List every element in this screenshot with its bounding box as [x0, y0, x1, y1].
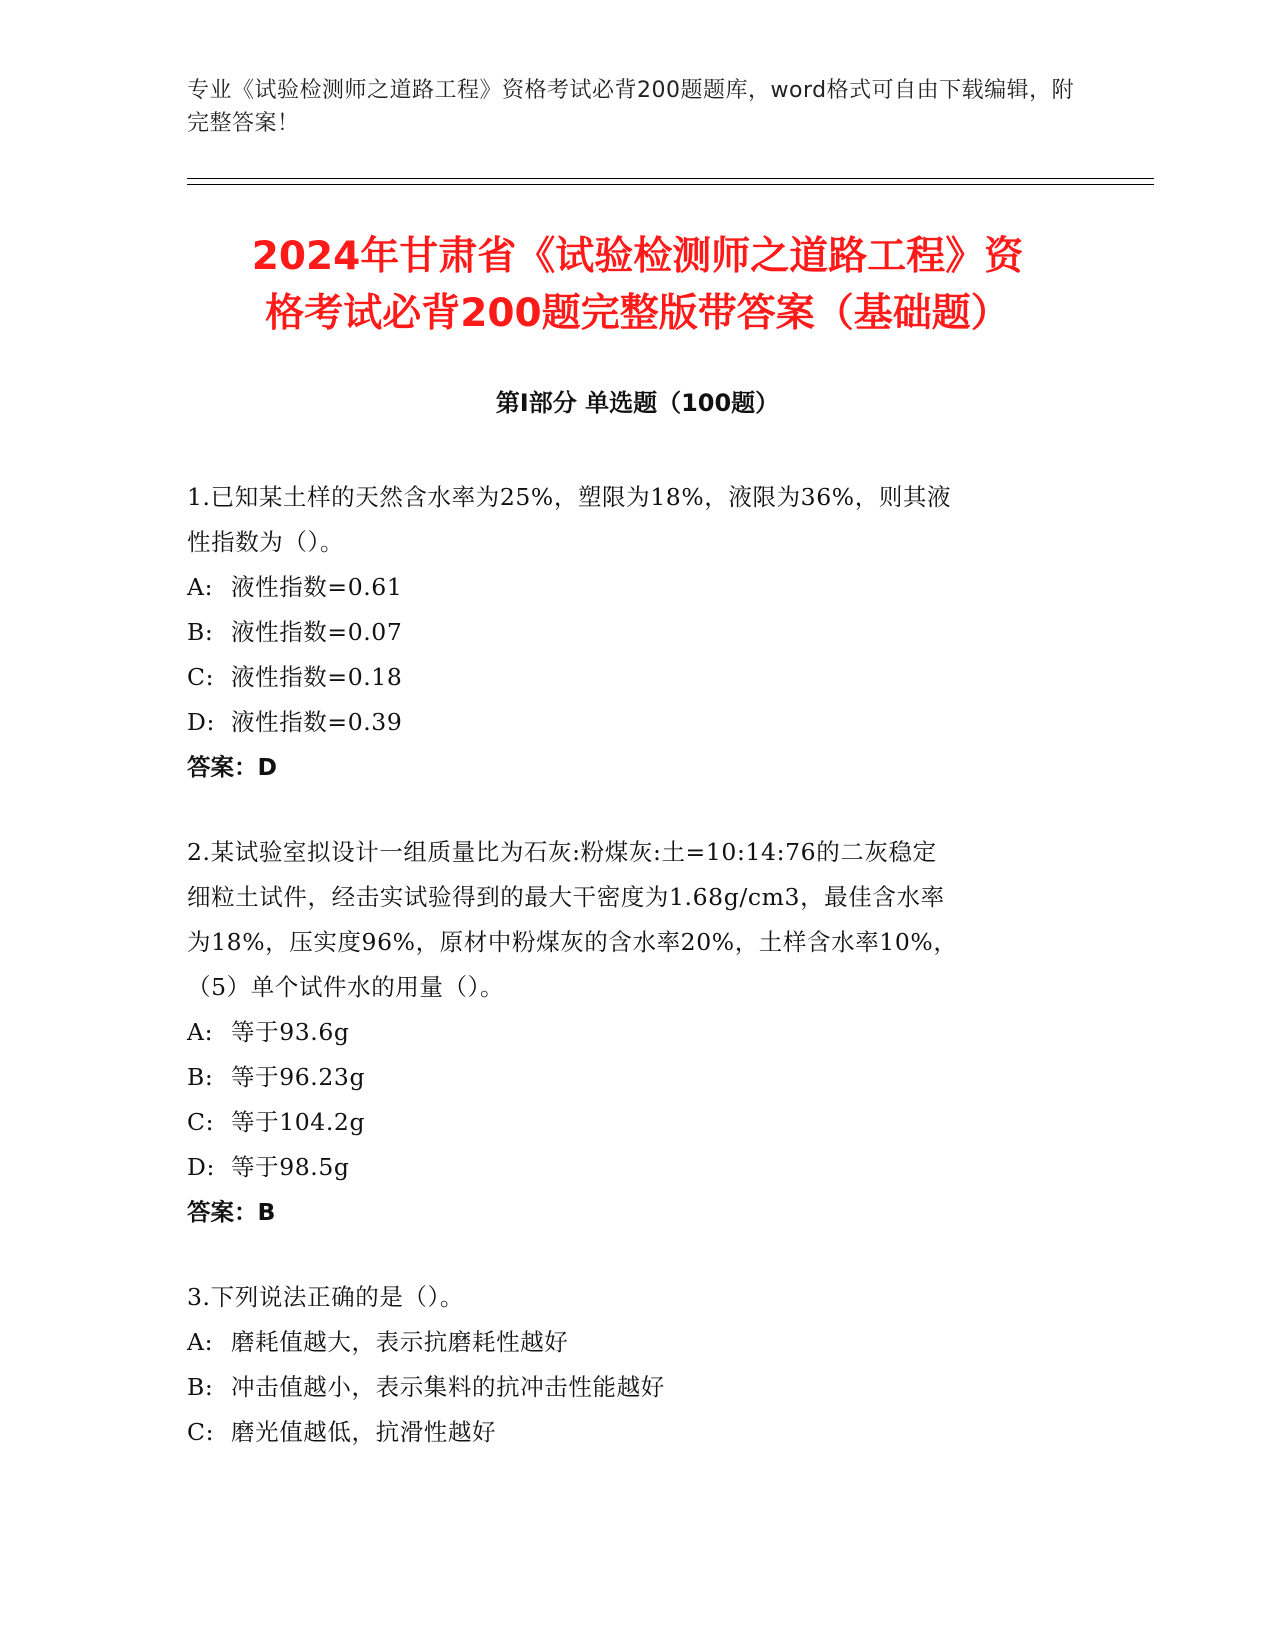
option-letter: D:	[187, 708, 215, 736]
option-letter: D:	[187, 1153, 215, 1181]
question-2	[187, 830, 1087, 1235]
question-list	[187, 475, 1087, 1495]
option-row	[187, 1100, 1087, 1145]
option-letter: B:	[187, 618, 214, 646]
option-letter: B:	[187, 1063, 214, 1091]
question-stem-line: 为18%，压实度96%，原材中粉煤灰的含水率20%，土样含水率10%，	[187, 928, 958, 956]
question-stem-line: 2.某试验室拟设计一组质量比为石灰:粉煤灰:土=10:14:76的二灰稳定	[187, 838, 937, 866]
option-row	[187, 1320, 1087, 1365]
question-stem-line: 1.已知某土样的天然含水率为25%，塑限为18%，液限为36%，则其液	[187, 483, 952, 511]
document-title-line-2: 格考试必背200题完整版带答案（基础题）	[265, 291, 1010, 336]
document-title-line-1: 2024年甘肃省《试验检测师之道路工程》资	[251, 234, 1024, 279]
header-note: 专业《试验检测师之道路工程》资格考试必背200题题库，word格式可自由下载编辑，附完整答案！	[187, 78, 1075, 136]
option-letter: C:	[187, 1418, 215, 1446]
option-text: 磨光值越低，抗滑性越好	[231, 1418, 497, 1446]
option-text: 液性指数=0.61	[231, 573, 403, 601]
question-stem-line: 细粒土试件，经击实试验得到的最大干密度为1.68g/cm3，最佳含水率	[187, 883, 945, 911]
option-row	[187, 1145, 1087, 1190]
option-letter: A:	[187, 573, 214, 601]
option-letter: C:	[187, 1108, 215, 1136]
option-text: 等于98.5g	[231, 1153, 350, 1181]
option-text: 液性指数=0.39	[231, 708, 403, 736]
answer-label: 答案：D	[187, 753, 278, 781]
option-text: 液性指数=0.18	[231, 663, 403, 691]
option-letter: C:	[187, 663, 215, 691]
option-row	[187, 565, 1087, 610]
question-stem-line: 性指数为（）。	[187, 528, 344, 556]
question-stem-line: 3.下列说法正确的是（）。	[187, 1283, 464, 1311]
option-row	[187, 1010, 1087, 1055]
option-text: 磨耗值越大，表示抗磨耗性越好	[231, 1328, 569, 1356]
option-row	[187, 655, 1087, 700]
option-row	[187, 1055, 1087, 1100]
header-divider-top	[187, 178, 1154, 179]
question-stem-line: （5）单个试件水的用量（）。	[187, 973, 505, 1001]
option-row	[187, 1410, 1087, 1455]
answer-label: 答案：B	[187, 1198, 276, 1226]
option-letter: B:	[187, 1373, 214, 1401]
option-text: 等于96.23g	[231, 1063, 366, 1091]
option-letter: A:	[187, 1018, 214, 1046]
option-text: 冲击值越小，表示集料的抗冲击性能越好	[231, 1373, 665, 1401]
header-divider-bottom	[187, 184, 1154, 185]
option-row	[187, 610, 1087, 655]
question-3	[187, 1275, 1087, 1455]
option-text: 液性指数=0.07	[231, 618, 403, 646]
option-row	[187, 1365, 1087, 1410]
question-1	[187, 475, 1087, 790]
option-text: 等于104.2g	[231, 1108, 366, 1136]
section-title: 第I部分 单选题（100题）	[495, 389, 780, 417]
option-letter: A:	[187, 1328, 214, 1356]
option-row	[187, 700, 1087, 745]
option-text: 等于93.6g	[231, 1018, 350, 1046]
document-title	[150, 228, 1125, 342]
